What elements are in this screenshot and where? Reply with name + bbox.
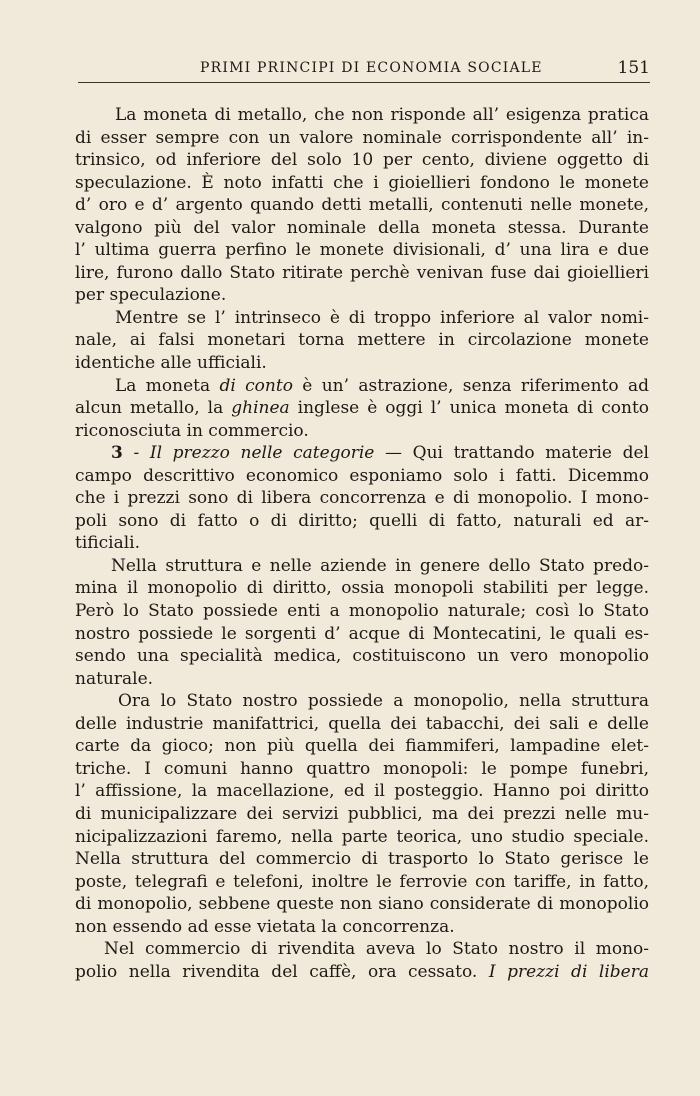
text-line: poli sono di fatto o di diritto; quelli di fatto, naturali ed ar- [75, 510, 649, 531]
text-line: La moneta di metallo, che non risponde all’ esigenza pratica [115, 105, 649, 125]
text-line [75, 961, 649, 984]
italic-term: di conto [219, 375, 293, 396]
section-title: Il prezzo nelle categorie [149, 443, 375, 464]
text-line: delle industrie manifattrici, quella dei tabacchi, dei sali e delle [75, 713, 649, 734]
text-line [75, 375, 649, 398]
text-line: tificiali. [75, 533, 140, 554]
text-run: inglese è oggi l’ unica moneta di conto [289, 398, 650, 419]
text-line: lire, furono dallo Stato ritirate perchè venivan fuse dai gioiellieri [75, 262, 649, 283]
text-line: l’ affissione, la macellazione, ed il posteggio. Hanno poi diritto [75, 781, 649, 802]
text-line: Nella struttura del commercio di trasporto lo Stato gerisce le [75, 849, 649, 870]
text-line: trinsico, od inferiore del solo 10 per cento, diviene oggetto di [75, 150, 649, 171]
text-line: non essendo ad esse vietata la concorrenza. [75, 916, 455, 937]
text-run: alcun metallo, la [75, 398, 232, 419]
text-line: Nella struttura e nelle aziende in genere dello Stato predo- [111, 555, 649, 576]
text-line: mina il monopolio di diritto, ossia monopoli stabiliti per legge. [75, 578, 649, 599]
text-line: riconosciuta in commercio. [75, 420, 309, 441]
text-line: carte da gioco; non più quella dei fiammiferi, lampadine elet- [75, 736, 649, 757]
body-text [75, 104, 649, 983]
text-line: d’ oro e d’ argento quando detti metalli, contenuti nelle monete, [75, 195, 649, 216]
section-number: 3 [111, 443, 123, 464]
running-head [78, 58, 650, 82]
text-line: campo descrittivo economico esponiamo solo i fatti. Dicemmo [75, 465, 649, 486]
text-line: Però lo Stato possiede enti a monopolio naturale; così lo Stato [75, 601, 649, 622]
text-line: che i prezzi sono di libera concorrenza e di monopolio. I mono- [75, 488, 649, 509]
text-line: Mentre se l’ intrinseco è di troppo inferiore al valor nomi- [115, 307, 649, 328]
text-line: sendo una specialità medica, costituiscono un vero monopolio [75, 646, 649, 667]
text-line: di monopolio, sebbene queste non siano considerate di monopolio [75, 894, 649, 915]
text-line: Ora lo Stato nostro possiede a monopolio, nella struttura [118, 691, 649, 712]
italic-term: I prezzi di libera [488, 961, 649, 982]
text-line: di municipalizzare dei servizi pubblici, ma dei prezzi nelle mu- [75, 803, 649, 824]
text-run: è un’ astrazione, senza riferimento ad [292, 375, 649, 396]
text-line [75, 397, 649, 420]
text-line: di esser sempre con un valore nominale corrispondente all’ in- [75, 127, 649, 148]
text-line: per speculazione. [75, 285, 227, 306]
italic-term: ghinea [231, 398, 290, 419]
text-line: nostro possiede le sorgenti d’ acque di Montecatini, le quali es- [75, 623, 649, 644]
text-line: nale, ai falsi monetari torna mettere in circolazione monete [75, 330, 649, 351]
section-heading-line [75, 442, 649, 465]
text-line: naturale. [75, 668, 154, 689]
header-rule [78, 82, 650, 83]
text-line: speculazione. È noto infatti che i gioiellieri fondono le monete [75, 172, 649, 193]
text-line: Nel commercio di rivendita aveva lo Stato nostro il mono- [104, 939, 649, 960]
text-run: - [122, 443, 150, 464]
text-run: polio nella rivendita del caffè, ora cessato. [75, 961, 489, 982]
text-run: — Qui trattando materie del [374, 443, 649, 464]
running-head-title: PRIMI PRINCIPI DI ECONOMIA SOCIALE [200, 60, 543, 76]
text-line: valgono più del valor nominale della moneta stessa. Durante [75, 217, 649, 238]
text-line: nicipalizzazioni faremo, nella parte teorica, uno studio speciale. [75, 826, 649, 847]
text-run: La moneta [115, 375, 220, 396]
text-line: l’ ultima guerra perfino le monete divisionali, d’ una lira e due [75, 240, 649, 261]
text-line: triche. I comuni hanno quattro monopoli: le pompe funebri, [75, 758, 649, 779]
text-line: identiche alle ufficiali. [75, 353, 267, 374]
page-number: 151 [617, 58, 650, 78]
text-line: poste, telegrafi e telefoni, inoltre le ferrovie con tariffe, in fatto, [75, 871, 649, 892]
